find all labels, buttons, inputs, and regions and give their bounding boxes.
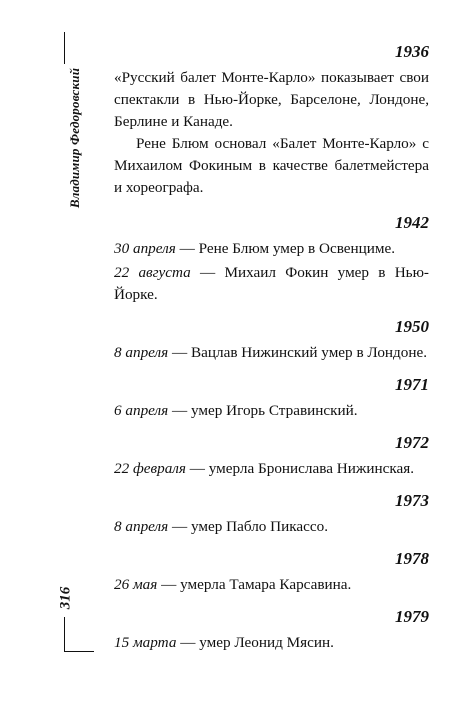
chronology-entry xyxy=(114,238,429,260)
page-number: 316 xyxy=(57,586,74,610)
entry-date: 22 февраля xyxy=(114,460,186,477)
chronology-entry xyxy=(114,632,429,654)
entry-text: — умер Пабло Пикассо. xyxy=(168,518,329,535)
chronology-text xyxy=(114,40,429,663)
side-rule-bottom xyxy=(64,617,65,651)
entry-date: 8 апреля xyxy=(114,344,169,361)
chronology-entry xyxy=(114,400,429,422)
year-heading: 1950 xyxy=(395,317,429,336)
entry-text: — умер Леонид Мясин. xyxy=(176,634,334,651)
entry-text: — умер Игорь Стравинский. xyxy=(168,402,358,419)
entry-text: — умерла Тамара Карсавина. xyxy=(157,576,352,593)
side-rule-top xyxy=(64,32,65,64)
entry-date: 22 августа xyxy=(114,264,191,281)
year-heading: 1978 xyxy=(395,549,429,568)
year-heading: 1979 xyxy=(395,607,429,626)
entry-date: 30 апреля xyxy=(114,240,176,257)
entry-date: 6 апреля xyxy=(114,402,169,419)
entry-text: — Михаил Фокин умер в Нью-Йорке. xyxy=(114,264,429,303)
paragraph: Рене Блюм основал «Балет Монте-Карло» с Михаилом Фокиным в качестве балетмейстера и хореографа. xyxy=(114,135,429,196)
side-rule-foot xyxy=(64,651,94,652)
entry-date: 8 апреля xyxy=(114,518,169,535)
paragraph: «Русский балет Монте-Карло» показывает свои спектакли в Нью-Йорке, Барселоне, Лондоне, Берлине и Канаде. xyxy=(114,69,429,130)
entry-text: — Вацлав Нижинский умер в Лондоне. xyxy=(168,344,428,361)
year-heading: 1942 xyxy=(395,213,429,232)
chronology-entry xyxy=(114,516,429,538)
chronology-entry xyxy=(114,574,429,596)
year-heading: 1971 xyxy=(395,375,429,394)
chronology-entry xyxy=(114,342,429,364)
year-heading: 1936 xyxy=(395,42,429,61)
entry-text: — Рене Блюм умер в Освенциме. xyxy=(175,240,396,257)
year-heading: 1972 xyxy=(395,433,429,452)
running-header-author: Владимир Федоровский xyxy=(67,67,82,209)
entry-date: 15 марта xyxy=(114,634,177,651)
year-heading: 1973 xyxy=(395,491,429,510)
chronology-entry xyxy=(114,262,429,306)
chronology-entry xyxy=(114,458,429,480)
entry-date: 26 мая xyxy=(114,576,158,593)
entry-text: — умерла Бронислава Нижинская. xyxy=(185,460,415,477)
